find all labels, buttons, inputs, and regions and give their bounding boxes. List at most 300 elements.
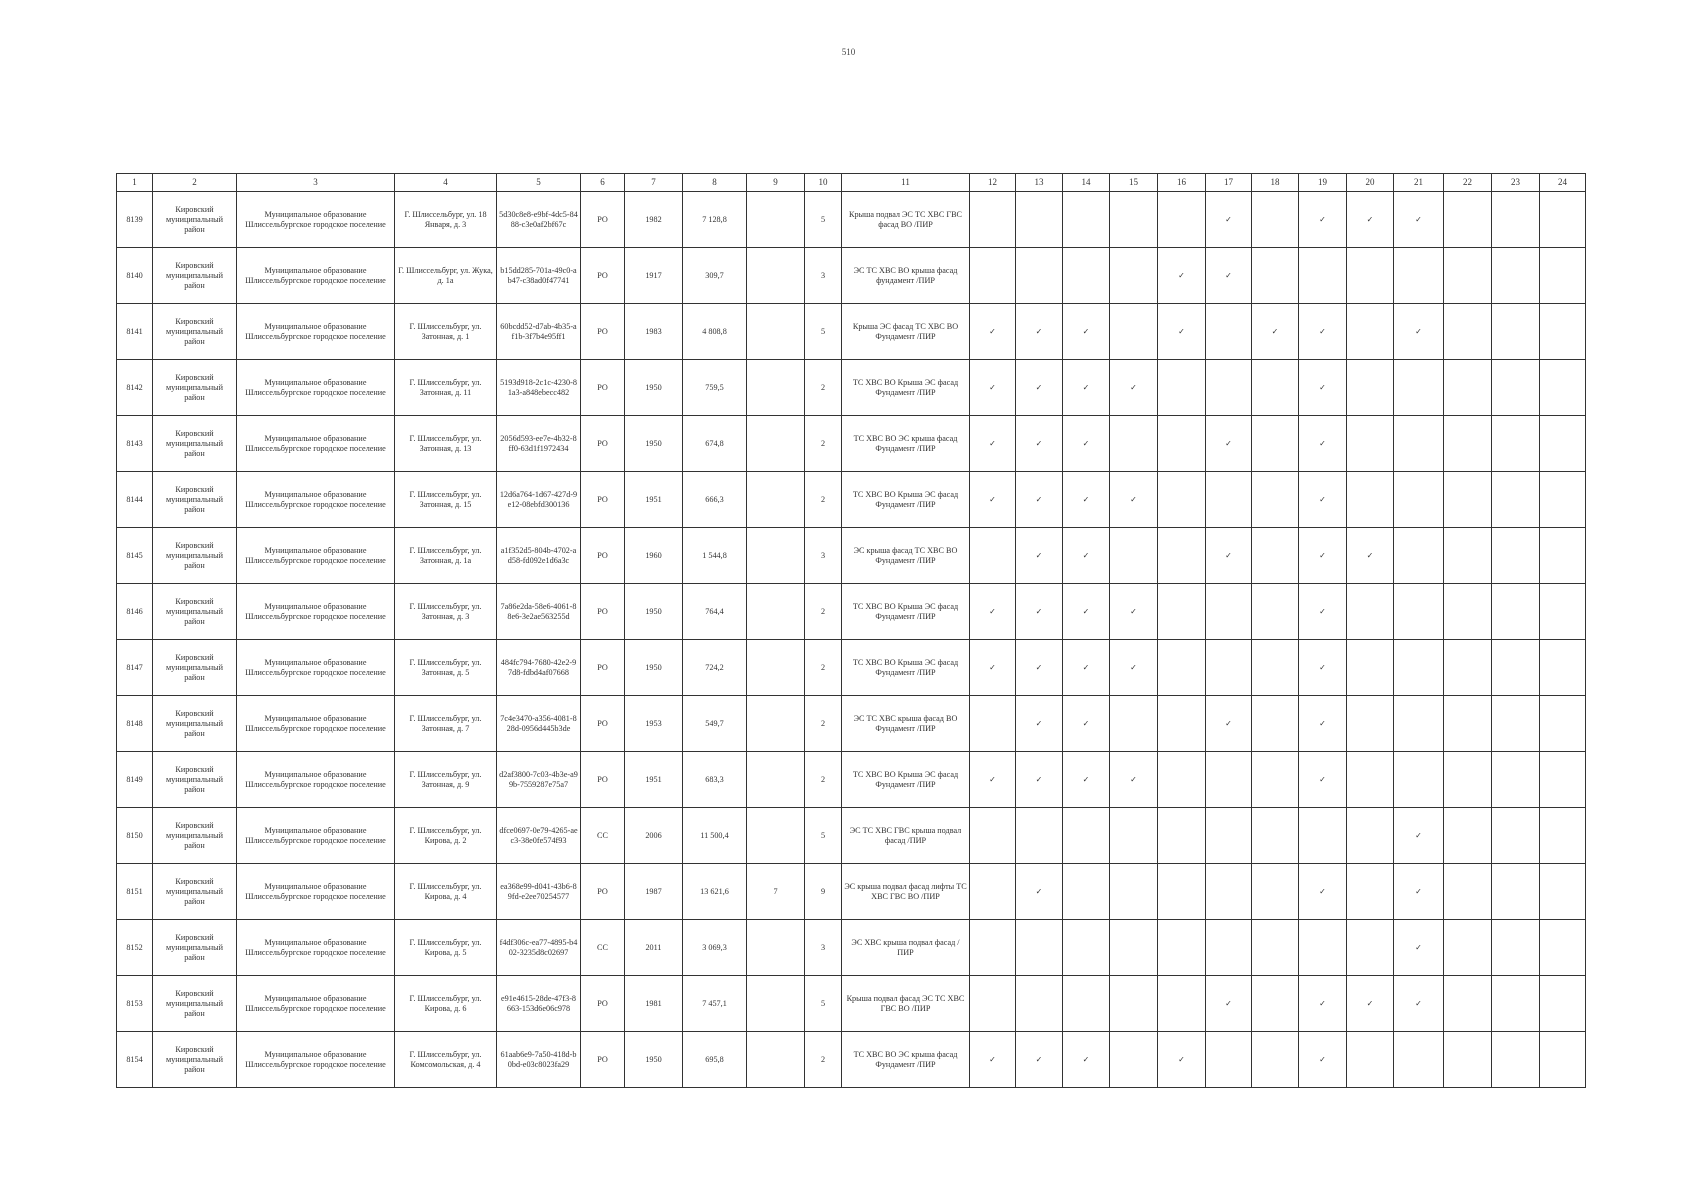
table-row xyxy=(117,864,1586,920)
address-cell: Г. Шлиссельбург, ул. 18 Января, д. 3 xyxy=(395,192,497,248)
column-number: 18 xyxy=(1252,174,1299,192)
check-mark-icon: ✓ xyxy=(1252,304,1299,360)
guid-cell: 5d30c8e8-e9bf-4dc5-8488-c3e0af2bf67c xyxy=(497,192,581,248)
col9-cell xyxy=(747,1032,805,1088)
municipality-cell: Муниципальное образование Шлиссельбургское городское поселение xyxy=(237,696,395,752)
table-row xyxy=(117,808,1586,864)
empty-cell xyxy=(1540,360,1586,416)
year-cell: 1983 xyxy=(625,304,683,360)
empty-cell xyxy=(1016,920,1063,976)
guid-cell: 484fc794-7680-42e2-97d8-fdbd4af07668 xyxy=(497,640,581,696)
check-mark-icon: ✓ xyxy=(1299,752,1347,808)
check-mark-icon: ✓ xyxy=(970,472,1016,528)
check-mark-icon: ✓ xyxy=(1110,360,1158,416)
empty-cell xyxy=(1110,976,1158,1032)
empty-cell xyxy=(1394,696,1444,752)
empty-cell xyxy=(1492,1032,1540,1088)
column-number: 6 xyxy=(581,174,625,192)
check-mark-icon: ✓ xyxy=(1394,976,1444,1032)
empty-cell xyxy=(1540,528,1586,584)
col10-cell: 3 xyxy=(805,920,842,976)
col9-cell xyxy=(747,416,805,472)
empty-cell xyxy=(1016,808,1063,864)
check-mark-icon: ✓ xyxy=(1063,1032,1110,1088)
area-cell: 1 544,8 xyxy=(683,528,747,584)
row-id: 8152 xyxy=(117,920,153,976)
empty-cell xyxy=(1158,752,1206,808)
address-cell: Г. Шлиссельбург, ул. Затонная, д. 1а xyxy=(395,528,497,584)
row-id: 8143 xyxy=(117,416,153,472)
empty-cell xyxy=(1540,472,1586,528)
empty-cell xyxy=(1444,360,1492,416)
check-mark-icon: ✓ xyxy=(1016,416,1063,472)
empty-cell xyxy=(1444,192,1492,248)
municipality-cell: Муниципальное образование Шлиссельбургское городское поселение xyxy=(237,248,395,304)
check-mark-icon: ✓ xyxy=(1158,1032,1206,1088)
col10-cell: 5 xyxy=(805,192,842,248)
guid-cell: dfce0697-0e79-4265-aec3-38e0fe574f93 xyxy=(497,808,581,864)
column-number: 14 xyxy=(1063,174,1110,192)
check-mark-icon: ✓ xyxy=(1110,584,1158,640)
table-row xyxy=(117,696,1586,752)
column-number: 21 xyxy=(1394,174,1444,192)
municipality-cell: Муниципальное образование Шлиссельбургское городское поселение xyxy=(237,584,395,640)
guid-cell: b15dd285-701a-49c0-ab47-c38ad0f47741 xyxy=(497,248,581,304)
empty-cell xyxy=(1206,808,1252,864)
guid-cell: a1f352d5-804b-4702-ad58-fd092e1d6a3c xyxy=(497,528,581,584)
empty-cell xyxy=(1347,304,1394,360)
table-row xyxy=(117,920,1586,976)
year-cell: 1950 xyxy=(625,1032,683,1088)
type-cell: РО xyxy=(581,416,625,472)
empty-cell xyxy=(1206,864,1252,920)
check-mark-icon: ✓ xyxy=(1347,192,1394,248)
district-cell: Кировский муниципальный район xyxy=(153,360,237,416)
empty-cell xyxy=(1158,696,1206,752)
empty-cell xyxy=(1299,808,1347,864)
year-cell: 1987 xyxy=(625,864,683,920)
empty-cell xyxy=(1347,864,1394,920)
empty-cell xyxy=(1110,416,1158,472)
check-mark-icon: ✓ xyxy=(970,416,1016,472)
year-cell: 1950 xyxy=(625,360,683,416)
type-cell: РО xyxy=(581,696,625,752)
row-id: 8148 xyxy=(117,696,153,752)
type-cell: СС xyxy=(581,920,625,976)
address-cell: Г. Шлиссельбург, ул. Затонная, д. 13 xyxy=(395,416,497,472)
table-row xyxy=(117,472,1586,528)
registry-table xyxy=(116,173,1586,1088)
check-mark-icon: ✓ xyxy=(1206,248,1252,304)
empty-cell xyxy=(1110,696,1158,752)
check-mark-icon: ✓ xyxy=(1063,416,1110,472)
works-cell: ЭС ХВС крыша подвал фасад /ПИР xyxy=(842,920,970,976)
year-cell: 1951 xyxy=(625,472,683,528)
works-cell: ТС ХВС ВО ЭС крыша фасад Фундамент /ПИР xyxy=(842,416,970,472)
empty-cell xyxy=(1206,1032,1252,1088)
empty-cell xyxy=(1347,248,1394,304)
empty-cell xyxy=(1110,808,1158,864)
area-cell: 674,8 xyxy=(683,416,747,472)
district-cell: Кировский муниципальный район xyxy=(153,808,237,864)
empty-cell xyxy=(1540,304,1586,360)
empty-cell xyxy=(1444,528,1492,584)
empty-cell xyxy=(1444,584,1492,640)
address-cell: Г. Шлиссельбург, ул. Затонная, д. 1 xyxy=(395,304,497,360)
empty-cell xyxy=(1444,416,1492,472)
empty-cell xyxy=(1252,192,1299,248)
empty-cell xyxy=(1540,920,1586,976)
column-number: 13 xyxy=(1016,174,1063,192)
area-cell: 13 621,6 xyxy=(683,864,747,920)
works-cell: ТС ХВС ВО ЭС крыша фасад Фундамент /ПИР xyxy=(842,1032,970,1088)
empty-cell xyxy=(1252,248,1299,304)
empty-cell xyxy=(1444,752,1492,808)
guid-cell: 7a86e2da-58e6-4061-88e6-3e2ae563255d xyxy=(497,584,581,640)
col9-cell xyxy=(747,528,805,584)
empty-cell xyxy=(1158,864,1206,920)
empty-cell xyxy=(1394,360,1444,416)
empty-cell xyxy=(1063,248,1110,304)
empty-cell xyxy=(1206,752,1252,808)
empty-cell xyxy=(1347,472,1394,528)
address-cell: Г. Шлиссельбург, ул. Затонная, д. 11 xyxy=(395,360,497,416)
row-id: 8151 xyxy=(117,864,153,920)
works-cell: ЭС ТС ХВС ГВС крыша подвал фасад /ПИР xyxy=(842,808,970,864)
col10-cell: 5 xyxy=(805,304,842,360)
check-mark-icon: ✓ xyxy=(1347,976,1394,1032)
empty-cell xyxy=(1540,864,1586,920)
check-mark-icon: ✓ xyxy=(1063,528,1110,584)
check-mark-icon: ✓ xyxy=(1206,192,1252,248)
district-cell: Кировский муниципальный район xyxy=(153,192,237,248)
municipality-cell: Муниципальное образование Шлиссельбургское городское поселение xyxy=(237,528,395,584)
empty-cell xyxy=(1158,192,1206,248)
municipality-cell: Муниципальное образование Шлиссельбургское городское поселение xyxy=(237,1032,395,1088)
col10-cell: 5 xyxy=(805,808,842,864)
column-number: 4 xyxy=(395,174,497,192)
empty-cell xyxy=(1492,976,1540,1032)
empty-cell xyxy=(1492,192,1540,248)
district-cell: Кировский муниципальный район xyxy=(153,304,237,360)
municipality-cell: Муниципальное образование Шлиссельбургское городское поселение xyxy=(237,472,395,528)
address-cell: Г. Шлиссельбург, ул. Кирова, д. 2 xyxy=(395,808,497,864)
empty-cell xyxy=(1492,360,1540,416)
check-mark-icon: ✓ xyxy=(1206,696,1252,752)
column-number: 9 xyxy=(747,174,805,192)
empty-cell xyxy=(1347,360,1394,416)
type-cell: РО xyxy=(581,360,625,416)
address-cell: Г. Шлиссельбург, ул. Затонная, д. 3 xyxy=(395,584,497,640)
check-mark-icon: ✓ xyxy=(970,752,1016,808)
guid-cell: 7c4e3470-a356-4081-828d-0956d445b3de xyxy=(497,696,581,752)
address-cell: Г. Шлиссельбург, ул. Затонная, д. 15 xyxy=(395,472,497,528)
empty-cell xyxy=(1252,920,1299,976)
check-mark-icon: ✓ xyxy=(1299,1032,1347,1088)
guid-cell: f4df306c-ea77-4895-b402-3235d8c02697 xyxy=(497,920,581,976)
municipality-cell: Муниципальное образование Шлиссельбургское городское поселение xyxy=(237,920,395,976)
empty-cell xyxy=(1206,640,1252,696)
empty-cell xyxy=(1158,472,1206,528)
empty-cell xyxy=(1016,192,1063,248)
check-mark-icon: ✓ xyxy=(1016,752,1063,808)
empty-cell xyxy=(1158,976,1206,1032)
empty-cell xyxy=(1110,920,1158,976)
empty-cell xyxy=(1252,584,1299,640)
empty-cell xyxy=(1394,416,1444,472)
check-mark-icon: ✓ xyxy=(1299,976,1347,1032)
empty-cell xyxy=(1444,808,1492,864)
district-cell: Кировский муниципальный район xyxy=(153,864,237,920)
district-cell: Кировский муниципальный район xyxy=(153,752,237,808)
area-cell: 11 500,4 xyxy=(683,808,747,864)
empty-cell xyxy=(1252,472,1299,528)
column-number: 7 xyxy=(625,174,683,192)
col10-cell: 2 xyxy=(805,1032,842,1088)
guid-cell: 2056d593-ee7e-4b32-8ff0-63d1f1972434 xyxy=(497,416,581,472)
table-row xyxy=(117,248,1586,304)
check-mark-icon: ✓ xyxy=(1016,640,1063,696)
col10-cell: 9 xyxy=(805,864,842,920)
empty-cell xyxy=(1540,752,1586,808)
check-mark-icon: ✓ xyxy=(1299,864,1347,920)
empty-cell xyxy=(1394,1032,1444,1088)
empty-cell xyxy=(970,864,1016,920)
column-number: 20 xyxy=(1347,174,1394,192)
works-cell: ТС ХВС ВО Крыша ЭС фасад Фундамент /ПИР xyxy=(842,640,970,696)
empty-cell xyxy=(1252,1032,1299,1088)
works-cell: Крыша ЭС фасад ТС ХВС ВО Фундамент /ПИР xyxy=(842,304,970,360)
works-cell: ТС ХВС ВО Крыша ЭС фасад Фундамент /ПИР xyxy=(842,584,970,640)
empty-cell xyxy=(1540,976,1586,1032)
empty-cell xyxy=(1444,696,1492,752)
row-id: 8149 xyxy=(117,752,153,808)
empty-cell xyxy=(1540,808,1586,864)
empty-cell xyxy=(1158,920,1206,976)
empty-cell xyxy=(1252,640,1299,696)
empty-cell xyxy=(1444,472,1492,528)
empty-cell xyxy=(1347,584,1394,640)
empty-cell xyxy=(970,920,1016,976)
empty-cell xyxy=(1394,752,1444,808)
empty-cell xyxy=(970,192,1016,248)
empty-cell xyxy=(1299,920,1347,976)
check-mark-icon: ✓ xyxy=(1063,696,1110,752)
col10-cell: 2 xyxy=(805,472,842,528)
guid-cell: 5193d918-2c1c-4230-81a3-a848ebecc482 xyxy=(497,360,581,416)
empty-cell xyxy=(1540,416,1586,472)
empty-cell xyxy=(1492,416,1540,472)
type-cell: РО xyxy=(581,976,625,1032)
check-mark-icon: ✓ xyxy=(1299,192,1347,248)
empty-cell xyxy=(1252,976,1299,1032)
empty-cell xyxy=(1158,360,1206,416)
check-mark-icon: ✓ xyxy=(970,584,1016,640)
check-mark-icon: ✓ xyxy=(1016,696,1063,752)
empty-cell xyxy=(1540,584,1586,640)
type-cell: РО xyxy=(581,528,625,584)
col10-cell: 2 xyxy=(805,752,842,808)
table-row xyxy=(117,752,1586,808)
empty-cell xyxy=(1492,528,1540,584)
empty-cell xyxy=(1063,864,1110,920)
empty-cell xyxy=(1492,304,1540,360)
check-mark-icon: ✓ xyxy=(1016,360,1063,416)
check-mark-icon: ✓ xyxy=(1016,864,1063,920)
column-number: 15 xyxy=(1110,174,1158,192)
column-number-header xyxy=(117,174,1586,192)
check-mark-icon: ✓ xyxy=(970,640,1016,696)
district-cell: Кировский муниципальный район xyxy=(153,920,237,976)
empty-cell xyxy=(1394,528,1444,584)
check-mark-icon: ✓ xyxy=(1347,528,1394,584)
empty-cell xyxy=(1540,192,1586,248)
address-cell: Г. Шлиссельбург, ул. Затонная, д. 5 xyxy=(395,640,497,696)
municipality-cell: Муниципальное образование Шлиссельбургское городское поселение xyxy=(237,192,395,248)
district-cell: Кировский муниципальный район xyxy=(153,696,237,752)
municipality-cell: Муниципальное образование Шлиссельбургское городское поселение xyxy=(237,304,395,360)
empty-cell xyxy=(1394,472,1444,528)
empty-cell xyxy=(1016,976,1063,1032)
area-cell: 666,3 xyxy=(683,472,747,528)
column-number: 11 xyxy=(842,174,970,192)
col9-cell xyxy=(747,248,805,304)
column-number: 2 xyxy=(153,174,237,192)
col9-cell xyxy=(747,808,805,864)
empty-cell xyxy=(1444,304,1492,360)
district-cell: Кировский муниципальный район xyxy=(153,416,237,472)
empty-cell xyxy=(1492,696,1540,752)
empty-cell xyxy=(1252,360,1299,416)
page-number: 510 xyxy=(841,47,856,57)
check-mark-icon: ✓ xyxy=(1158,304,1206,360)
empty-cell xyxy=(970,808,1016,864)
check-mark-icon: ✓ xyxy=(970,1032,1016,1088)
area-cell: 3 069,3 xyxy=(683,920,747,976)
col9-cell xyxy=(747,304,805,360)
type-cell: РО xyxy=(581,248,625,304)
empty-cell xyxy=(1252,752,1299,808)
empty-cell xyxy=(1492,584,1540,640)
empty-cell xyxy=(1444,864,1492,920)
address-cell: Г. Шлиссельбург, ул. Жука, д. 1а xyxy=(395,248,497,304)
check-mark-icon: ✓ xyxy=(970,360,1016,416)
empty-cell xyxy=(1206,472,1252,528)
column-number: 10 xyxy=(805,174,842,192)
works-cell: ЭС крыша подвал фасад лифты ТС ХВС ГВС ВО /ПИР xyxy=(842,864,970,920)
empty-cell xyxy=(1347,640,1394,696)
table-row xyxy=(117,976,1586,1032)
empty-cell xyxy=(970,248,1016,304)
area-cell: 764,4 xyxy=(683,584,747,640)
area-cell: 4 808,8 xyxy=(683,304,747,360)
district-cell: Кировский муниципальный район xyxy=(153,584,237,640)
type-cell: РО xyxy=(581,752,625,808)
empty-cell xyxy=(1492,248,1540,304)
address-cell: Г. Шлиссельбург, ул. Затонная, д. 7 xyxy=(395,696,497,752)
check-mark-icon: ✓ xyxy=(1063,472,1110,528)
municipality-cell: Муниципальное образование Шлиссельбургское городское поселение xyxy=(237,864,395,920)
check-mark-icon: ✓ xyxy=(1299,584,1347,640)
row-id: 8144 xyxy=(117,472,153,528)
works-cell: ЭС ТС ХВС ВО крыша фасад фундамент /ПИР xyxy=(842,248,970,304)
type-cell: РО xyxy=(581,1032,625,1088)
year-cell: 1953 xyxy=(625,696,683,752)
empty-cell xyxy=(1299,248,1347,304)
works-cell: ЭС крыша фасад ТС ХВС ВО Фундамент /ПИР xyxy=(842,528,970,584)
municipality-cell: Муниципальное образование Шлиссельбургское городское поселение xyxy=(237,416,395,472)
col9-cell xyxy=(747,192,805,248)
empty-cell xyxy=(1206,920,1252,976)
guid-cell: 12d6a764-1d67-427d-9e12-08ebfd300136 xyxy=(497,472,581,528)
table-row xyxy=(117,304,1586,360)
area-cell: 695,8 xyxy=(683,1032,747,1088)
empty-cell xyxy=(1110,864,1158,920)
area-cell: 683,3 xyxy=(683,752,747,808)
check-mark-icon: ✓ xyxy=(1110,472,1158,528)
empty-cell xyxy=(1492,752,1540,808)
year-cell: 1960 xyxy=(625,528,683,584)
empty-cell xyxy=(1492,472,1540,528)
district-cell: Кировский муниципальный район xyxy=(153,1032,237,1088)
check-mark-icon: ✓ xyxy=(1299,416,1347,472)
check-mark-icon: ✓ xyxy=(1158,248,1206,304)
col9-cell xyxy=(747,696,805,752)
type-cell: РО xyxy=(581,472,625,528)
check-mark-icon: ✓ xyxy=(1206,528,1252,584)
empty-cell xyxy=(1394,248,1444,304)
col9-cell xyxy=(747,920,805,976)
empty-cell xyxy=(970,528,1016,584)
empty-cell xyxy=(1347,1032,1394,1088)
municipality-cell: Муниципальное образование Шлиссельбургское городское поселение xyxy=(237,808,395,864)
area-cell: 309,7 xyxy=(683,248,747,304)
row-id: 8145 xyxy=(117,528,153,584)
municipality-cell: Муниципальное образование Шлиссельбургское городское поселение xyxy=(237,976,395,1032)
row-id: 8139 xyxy=(117,192,153,248)
area-cell: 7 457,1 xyxy=(683,976,747,1032)
column-number: 19 xyxy=(1299,174,1347,192)
works-cell: ТС ХВС ВО Крыша ЭС фасад Фундамент /ПИР xyxy=(842,360,970,416)
empty-cell xyxy=(1252,864,1299,920)
row-id: 8141 xyxy=(117,304,153,360)
empty-cell xyxy=(1158,416,1206,472)
column-number: 5 xyxy=(497,174,581,192)
works-cell: Крыша подвал ЭС ТС ХВС ГВС фасад ВО /ПИР xyxy=(842,192,970,248)
type-cell: РО xyxy=(581,584,625,640)
check-mark-icon: ✓ xyxy=(970,304,1016,360)
empty-cell xyxy=(1347,696,1394,752)
address-cell: Г. Шлиссельбург, ул. Кирова, д. 4 xyxy=(395,864,497,920)
check-mark-icon: ✓ xyxy=(1394,808,1444,864)
address-cell: Г. Шлиссельбург, ул. Затонная, д. 9 xyxy=(395,752,497,808)
municipality-cell: Муниципальное образование Шлиссельбургское городское поселение xyxy=(237,640,395,696)
type-cell: РО xyxy=(581,640,625,696)
check-mark-icon: ✓ xyxy=(1063,640,1110,696)
col9-cell xyxy=(747,472,805,528)
type-cell: РО xyxy=(581,864,625,920)
column-number: 23 xyxy=(1492,174,1540,192)
column-number: 16 xyxy=(1158,174,1206,192)
check-mark-icon: ✓ xyxy=(1016,472,1063,528)
empty-cell xyxy=(1444,248,1492,304)
col10-cell: 3 xyxy=(805,528,842,584)
works-cell: ТС ХВС ВО Крыша ЭС фасад Фундамент /ПИР xyxy=(842,472,970,528)
row-id: 8154 xyxy=(117,1032,153,1088)
type-cell: РО xyxy=(581,192,625,248)
col10-cell: 2 xyxy=(805,416,842,472)
check-mark-icon: ✓ xyxy=(1299,304,1347,360)
